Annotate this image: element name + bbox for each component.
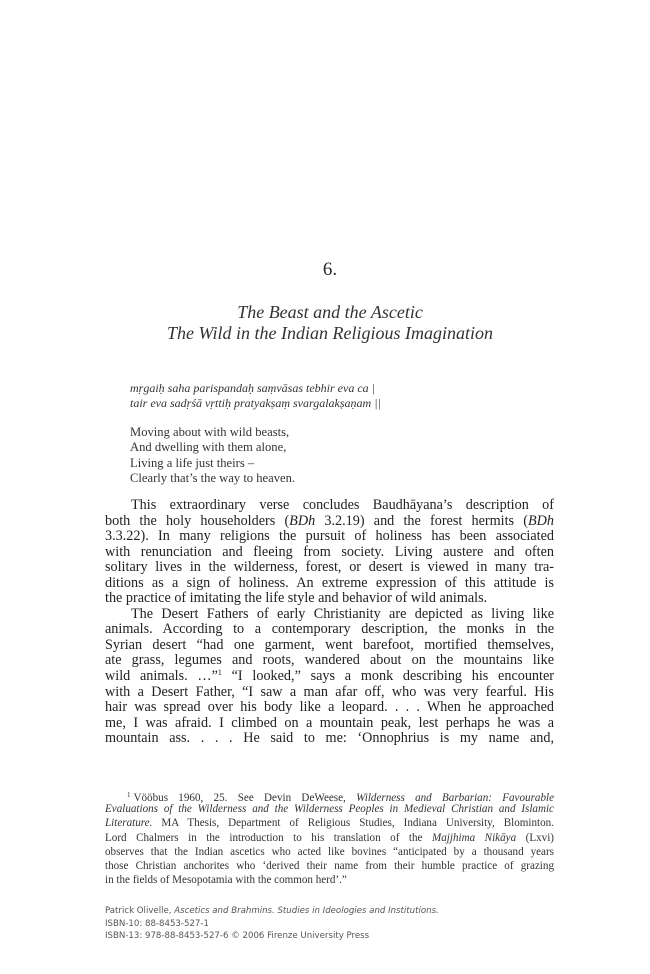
translation-line: Clearly that’s the way to heaven. (130, 470, 296, 485)
citation-ref: BDh (289, 512, 316, 529)
text-span: Lord Chalmers in the introduction to his translation of the (105, 831, 433, 844)
sanskrit-line: mṛgaiḥ saha parispandaḥ saṃvāsas tebhir eva ca | (130, 381, 375, 395)
text-line: hair was spread over his body like a leopard. . . . When he approached (105, 699, 554, 716)
text-line (105, 669, 554, 685)
text-line: me, I was afraid. I climbed on a mountain peak, lest perhaps he was a (105, 714, 554, 731)
sanskrit-line: tair eva sadṛśā vṛttiḥ pratyakṣaṃ svargalakṣaṇam || (130, 396, 381, 410)
chapter-title-line-1: The Beast and the Ascetic (237, 302, 423, 322)
text-line: The Desert Fathers of early Christianity are depicted as living like (131, 605, 554, 622)
text-line: with renunciation and fleeing from society. Living austere and often (105, 543, 554, 560)
cited-title: Majjhima Nikāya (432, 831, 517, 844)
text-span: (Lxvi) (516, 831, 554, 844)
imprint (105, 905, 439, 943)
paragraph-1 (105, 498, 554, 607)
text-line: solitary lives in the wilderness, forest, or desert is viewed in many tra- (105, 559, 554, 576)
chapter-subtitle: The Wild in the Indian Religious Imagination (167, 323, 493, 343)
translation-line: And dwelling with them alone, (130, 440, 287, 455)
text-line: mountain ass. . . . He said to me: ‘Onnophrius is my name and, (105, 730, 554, 747)
text-line: Syrian desert “had one garment, went barefoot, mortified themselves, (105, 636, 554, 653)
epigraph-sanskrit (130, 381, 530, 411)
chapter-title (0, 302, 650, 344)
footnote-ref[interactable]: 1 (217, 668, 222, 678)
translation-line: Moving about with wild beasts, (130, 425, 290, 439)
text-line: with a Desert Father, “I saw a man afar off, who was very fearful. His (105, 683, 554, 700)
text-line: ditions as a sign of holiness. An extreme expression of this attitude is (105, 574, 554, 591)
citation-ref: BDh (527, 512, 554, 529)
text-span: MA Thesis, Department of Religious Studies, Indiana University, Blominton. (152, 817, 554, 830)
footnote-line (105, 816, 554, 830)
cited-title: Evaluations of the Wilderness and the Wilderness Peoples in Medieval Christian and Islamic (105, 803, 554, 816)
imprint-book-title: Ascetics and Brahmins. Studies in Ideologies and Institutions. (174, 906, 439, 916)
text-span: “I looked,” says a monk describing his encounter (221, 668, 554, 685)
text-span: 3.2.19) and the forest hermits ( (315, 512, 528, 529)
translation-line: Living a life just theirs – (130, 455, 255, 470)
footnote-line (105, 802, 554, 816)
text-line: This extraordinary verse concludes Baudhāyana’s description of (131, 497, 554, 513)
footnote-line: observes that the Indian ascetics who acted like bovines “anticipated by a thousand years (105, 845, 554, 858)
footnote-line: in the fields of Mesopotamia with the common herd’.” (105, 874, 347, 887)
text-span: wild animals. …” (105, 668, 218, 685)
imprint-isbn13: ISBN-13: 978-88-8453-527-6 © 2006 Firenze University Press (105, 931, 370, 942)
footnote-1 (105, 788, 554, 887)
cited-title: Literature. (105, 817, 153, 830)
body-text (105, 498, 554, 747)
footnote-line: those Christian anchorites who ‘derived their name from their humble practice of grazing (105, 859, 554, 872)
footnote-marker: 1 (127, 791, 131, 799)
chapter-number: 6. (322, 259, 338, 280)
text-line: animals. According to a contemporary description, the monks in the (105, 621, 554, 638)
footnote-line (105, 831, 554, 845)
text-line: the practice of imitating the life style and behavior of wild animals. (105, 590, 488, 607)
cited-title: Wilderness and Barbarian: Favourable (356, 792, 554, 804)
text-span: both the holy householders ( (105, 512, 290, 529)
footnote-line (105, 788, 554, 802)
text-line (105, 514, 554, 530)
imprint-author: Patrick Olivelle, (105, 906, 175, 916)
imprint-citation (105, 905, 439, 918)
text-line: 3.3.22). In many religions the pursuit of holiness has been associated (105, 528, 554, 545)
epigraph-translation (130, 425, 530, 486)
paragraph-2 (105, 607, 554, 747)
text-span: Vööbus 1960, 25. See Devin DeWeese, (133, 792, 357, 804)
imprint-isbn10: ISBN-10: 88-8453-527-1 (105, 918, 209, 929)
text-line: ate grass, legumes and roots, wandered about on the mountains like (105, 652, 554, 669)
